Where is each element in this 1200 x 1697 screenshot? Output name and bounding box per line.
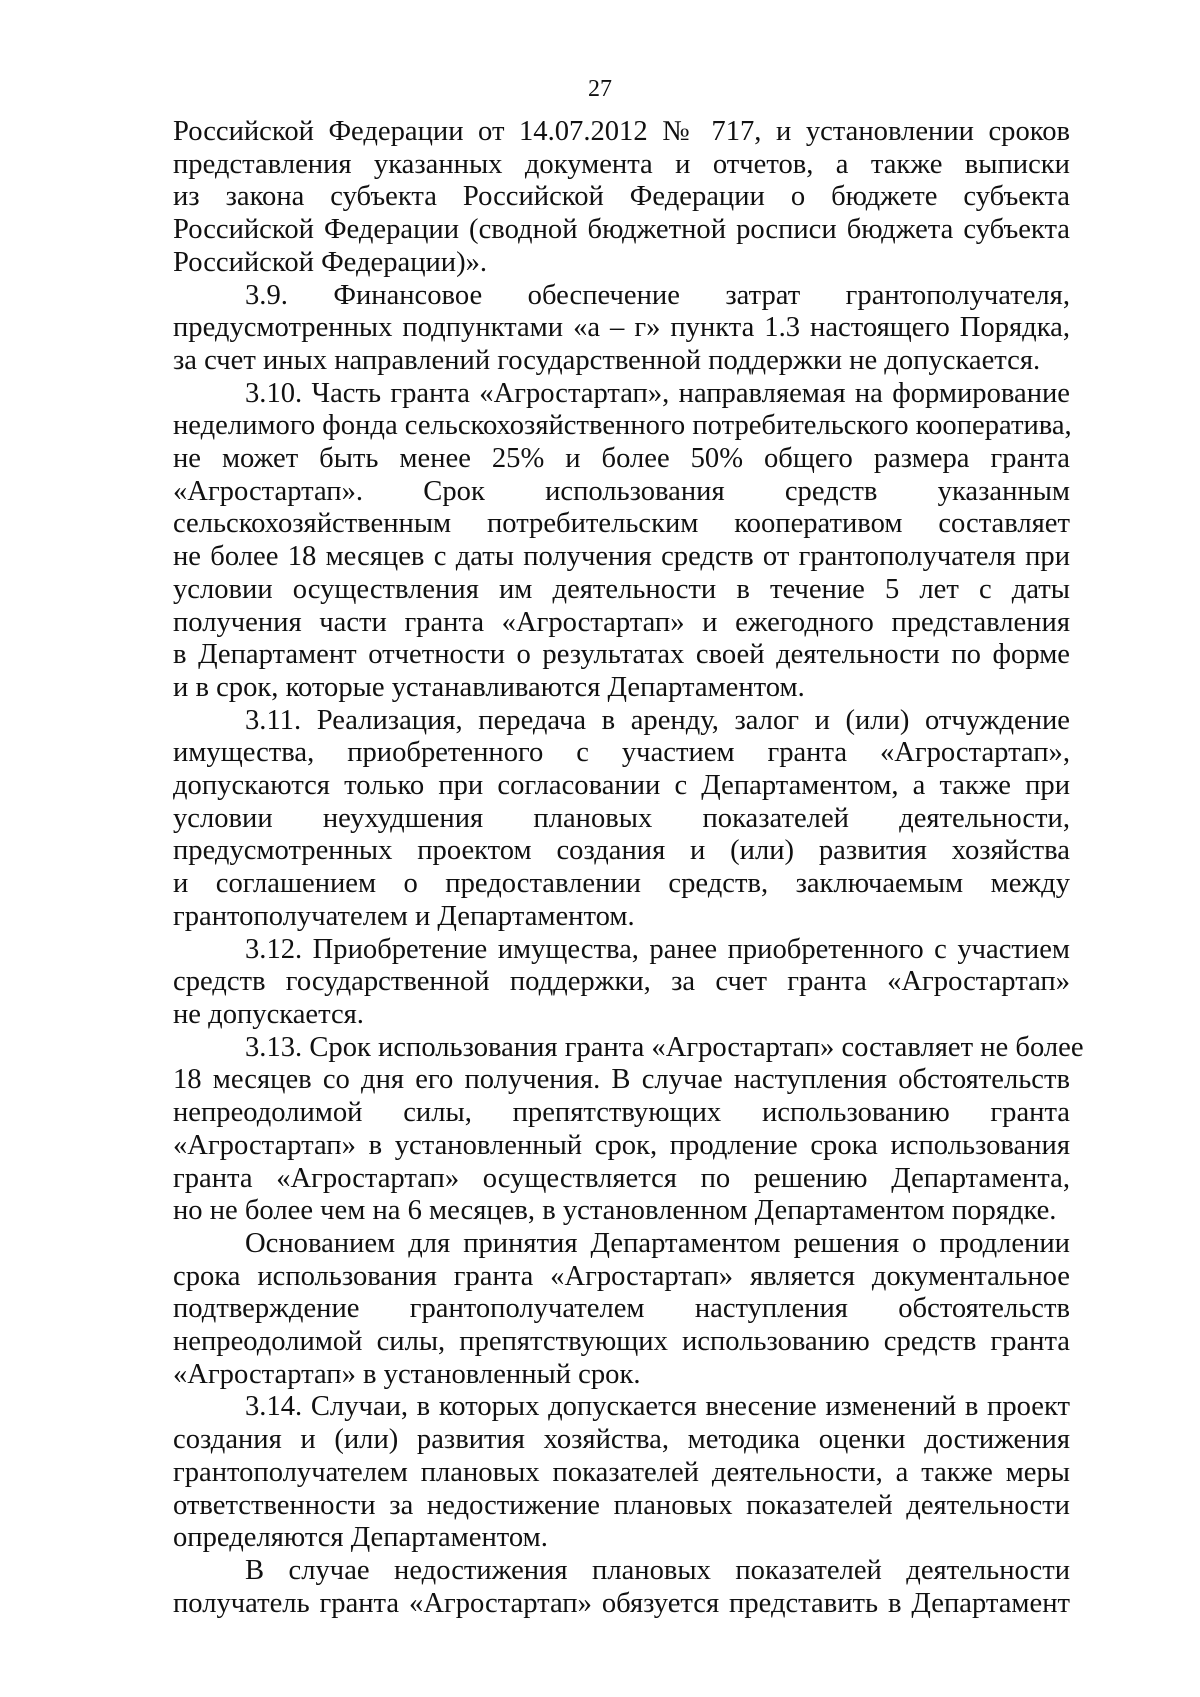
text-line: подтверждение грантополучателем наступления обстоятельств — [173, 1293, 1070, 1325]
paragraph — [173, 280, 1070, 378]
text-line: Российской Федерации от 14.07.2012 № 717, и установлении сроков — [173, 116, 1070, 147]
paragraph — [173, 378, 1070, 705]
text-line: не допускается. — [173, 998, 364, 1030]
text-line: средств государственной поддержки, за счет гранта «Агростартап» — [173, 966, 1070, 998]
text-line: имущества, приобретенного с участием гранта «Агростартап», — [173, 737, 1070, 769]
text-line: Российской Федерации (сводной бюджетной росписи бюджета субъекта — [173, 214, 1070, 246]
text-line: 3.14. Случаи, в которых допускается внесение изменений в проект — [245, 1391, 1070, 1423]
text-line: представления указанных документа и отчетов, а также выписки — [173, 148, 1070, 180]
paragraph — [173, 1228, 1070, 1392]
text-line: гранта «Агростартап» осуществляется по решению Департамента, — [173, 1162, 1070, 1194]
text-line: получатель гранта «Агростартап» обязуется представить в Департамент — [173, 1587, 1070, 1619]
text-line: «Агростартап» в установленный срок. — [173, 1358, 641, 1390]
text-line: срока использования гранта «Агростартап» является документальное — [173, 1260, 1070, 1292]
text-line: условии осуществления им деятельности в течение 5 лет с даты — [173, 573, 1070, 605]
text-line: в Департамент отчетности о результатах своей деятельности по форме — [173, 639, 1070, 671]
text-line: неделимого фонда сельскохозяйственного потребительского кооператива, — [173, 410, 1072, 442]
text-line: 3.10. Часть гранта «Агростартап», направляемая на формирование — [245, 377, 1070, 409]
text-line: за счет иных направлений государственной поддержки не допускается. — [173, 344, 1041, 376]
text-line: непреодолимой силы, препятствующих использованию гранта — [173, 1097, 1070, 1129]
paragraph — [173, 116, 1070, 280]
text-line: грантополучателем плановых показателей деятельности, а также меры — [173, 1456, 1070, 1488]
text-line: Основанием для принятия Департаментом решения о продлении — [245, 1227, 1070, 1259]
document-body — [173, 116, 1084, 1620]
text-line: 3.9. Финансовое обеспечение затрат грантополучателя, — [245, 279, 1070, 311]
text-line: 18 месяцев со дня его получения. В случае наступления обстоятельств — [173, 1064, 1070, 1096]
text-line: 3.11. Реализация, передача в аренду, залог и (или) отчуждение — [245, 704, 1070, 736]
text-line: допускаются только при согласовании с Департаментом, а также при — [173, 770, 1070, 802]
text-line: Российской Федерации)». — [173, 246, 488, 278]
text-line: не может быть менее 25% и более 50% общего размера гранта — [173, 443, 1070, 475]
page-number: 27 — [588, 76, 612, 102]
paragraph — [173, 1391, 1070, 1555]
text-line: «Агростартап». Срок использования средств указанным — [173, 475, 1070, 507]
paragraph — [173, 1031, 1084, 1228]
text-line: 3.13. Срок использования гранта «Агростартап» составляет не более — [245, 1031, 1084, 1063]
text-line: и в срок, которые устанавливаются Департаментом. — [173, 671, 805, 703]
text-line: предусмотренных подпунктами «а – г» пункта 1.3 настоящего Порядка, — [173, 312, 1070, 344]
text-line: «Агростартап» в установленный срок, продление срока использования — [173, 1129, 1070, 1161]
text-line: получения части гранта «Агростартап» и ежегодного представления — [173, 606, 1070, 638]
paragraph — [173, 705, 1070, 934]
text-line: предусмотренных проектом создания и (или) развития хозяйства — [173, 835, 1070, 867]
text-line: сельскохозяйственным потребительским кооперативом составляет — [173, 508, 1070, 540]
text-line: В случае недостижения плановых показателей деятельности — [245, 1554, 1070, 1586]
text-line: создания и (или) развития хозяйства, методика оценки достижения — [173, 1424, 1070, 1456]
text-line: из закона субъекта Российской Федерации о бюджете субъекта — [173, 181, 1070, 213]
text-line: 3.12. Приобретение имущества, ранее приобретенного с участием — [245, 933, 1070, 965]
text-line: условии неухудшения плановых показателей деятельности, — [173, 802, 1070, 834]
paragraph — [173, 934, 1070, 1032]
text-line: грантополучателем и Департаментом. — [173, 900, 635, 932]
text-line: и соглашением о предоставлении средств, заключаемым между — [173, 868, 1070, 900]
text-line: определяются Департаментом. — [173, 1522, 548, 1554]
text-line: ответственности за недостижение плановых показателей деятельности — [173, 1489, 1070, 1521]
text-line: но не более чем на 6 месяцев, в установленном Департаментом порядке. — [173, 1195, 1057, 1227]
paragraph — [173, 1555, 1070, 1620]
text-line: не более 18 месяцев с даты получения средств от грантополучателя при — [173, 541, 1070, 573]
text-line: непреодолимой силы, препятствующих использованию средств гранта — [173, 1326, 1070, 1358]
